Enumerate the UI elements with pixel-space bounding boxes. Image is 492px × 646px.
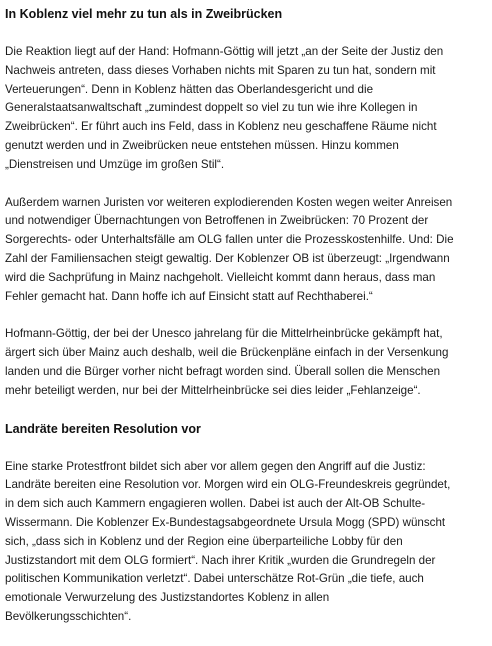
text-line: Sorgerechts- oder Unterhaltsfälle am OLG fallen unter die Prozesskostenhilfe. Und: Die <box>5 233 454 247</box>
paragraph-reaktion <box>5 43 487 175</box>
paragraph-mittelrheinbruecke <box>5 325 487 400</box>
paragraph-protestfront <box>5 458 487 627</box>
text-line: Außerdem warnen Juristen vor weiteren explodierenden Kosten wegen weiter Anreisen <box>5 195 453 209</box>
text-line: „Dienstreisen und Umzüge im großen Stil“. <box>5 157 225 171</box>
paragraph-kosten <box>5 194 487 307</box>
text-line: Zahl der Familiensachen steigt gewaltig. Der Koblenzer OB ist überzeugt: „Irgendwann <box>5 251 450 265</box>
text-line: Generalstaatsanwaltschaft „zumindest doppelt so viel zu tun wie ihre Kollegen in <box>5 101 418 115</box>
text-line: Verteuerungen“. Denn in Koblenz hätten das Oberlandesgericht und die <box>5 82 374 96</box>
section-heading-koblenz: In Koblenz viel mehr zu tun als in Zweibrücken <box>5 7 283 21</box>
text-line: landen und die Bürger vorher nicht befragt worden sind. Überall sollen die Menschen <box>5 364 441 378</box>
text-line: wird die Sachprüfung in Mainz nachgeholt. Vielleicht kommt dann heraus, dass man <box>5 270 436 284</box>
text-line: und notwendiger Übernachtungen von Betroffenen in Zweibrücken: 70 Prozent der <box>5 214 429 228</box>
section-heading-landraete: Landräte bereiten Resolution vor <box>5 421 201 436</box>
text-line: Eine starke Protestfront bildet sich aber vor allem gegen den Angriff auf die Justiz: <box>5 459 426 473</box>
text-line: sich, „dass sich in Koblenz und der Region eine überparteiliche Lobby für den <box>5 534 403 548</box>
text-line: Landräte bereiten eine Resolution vor. Morgen wird ein OLG-Freundeskreis gegründet, <box>5 478 451 492</box>
article <box>5 5 487 646</box>
text-line: Hofmann-Göttig, der bei der Unesco jahrelang für die Mittelrheinbrücke gekämpft hat, <box>5 327 443 341</box>
text-line: Wissermann. Die Koblenzer Ex-Bundestagsabgeordnete Ursula Mogg (SPD) wünscht <box>5 515 446 529</box>
text-line: Justizstandort mit dem OLG formiert“. Nach ihrer Kritik „wurden die Grundregeln der <box>5 553 436 567</box>
text-line: politischen Kommunikation verletzt“. Dabei unterschätze Rot-Grün „die tiefe, auch <box>5 572 424 586</box>
text-line: Zweibrücken“. Er führt auch ins Feld, dass in Koblenz neu geschaffene Räume nicht <box>5 120 437 134</box>
text-line: Fehler gemacht hat. Dann hoffe ich auf Einsicht statt auf Rechthaberei.“ <box>5 289 373 303</box>
text-line: genutzt werden und in Zweibrücken neue entstehen müssen. Hinzu kommen <box>5 138 399 152</box>
text-line: mehr beteiligt werden, nur bei der Mittelrheinbrücke sei dies leider „Fehlanzeige“. <box>5 383 421 397</box>
text-line: ärgert sich über Mainz auch deshalb, weil die Brückenpläne einfach in der Versenkung <box>5 346 449 360</box>
text-line: emotionale Verwurzelung des Justizstandortes Koblenz in allen <box>5 591 330 605</box>
text-line: Nachweis antreten, dass dieses Vorhaben nichts mit Sparen zu tun hat, sondern mit <box>5 63 436 77</box>
text-line: Die Reaktion liegt auf der Hand: Hofmann-Göttig will jetzt „an der Seite der Justiz den <box>5 45 444 58</box>
text-line: in dem sich auch Kammern engagieren wollen. Dabei ist auch der Alt-OB Schulte- <box>5 497 426 511</box>
text-line: Bevölkerungsschichten“. <box>5 609 132 623</box>
